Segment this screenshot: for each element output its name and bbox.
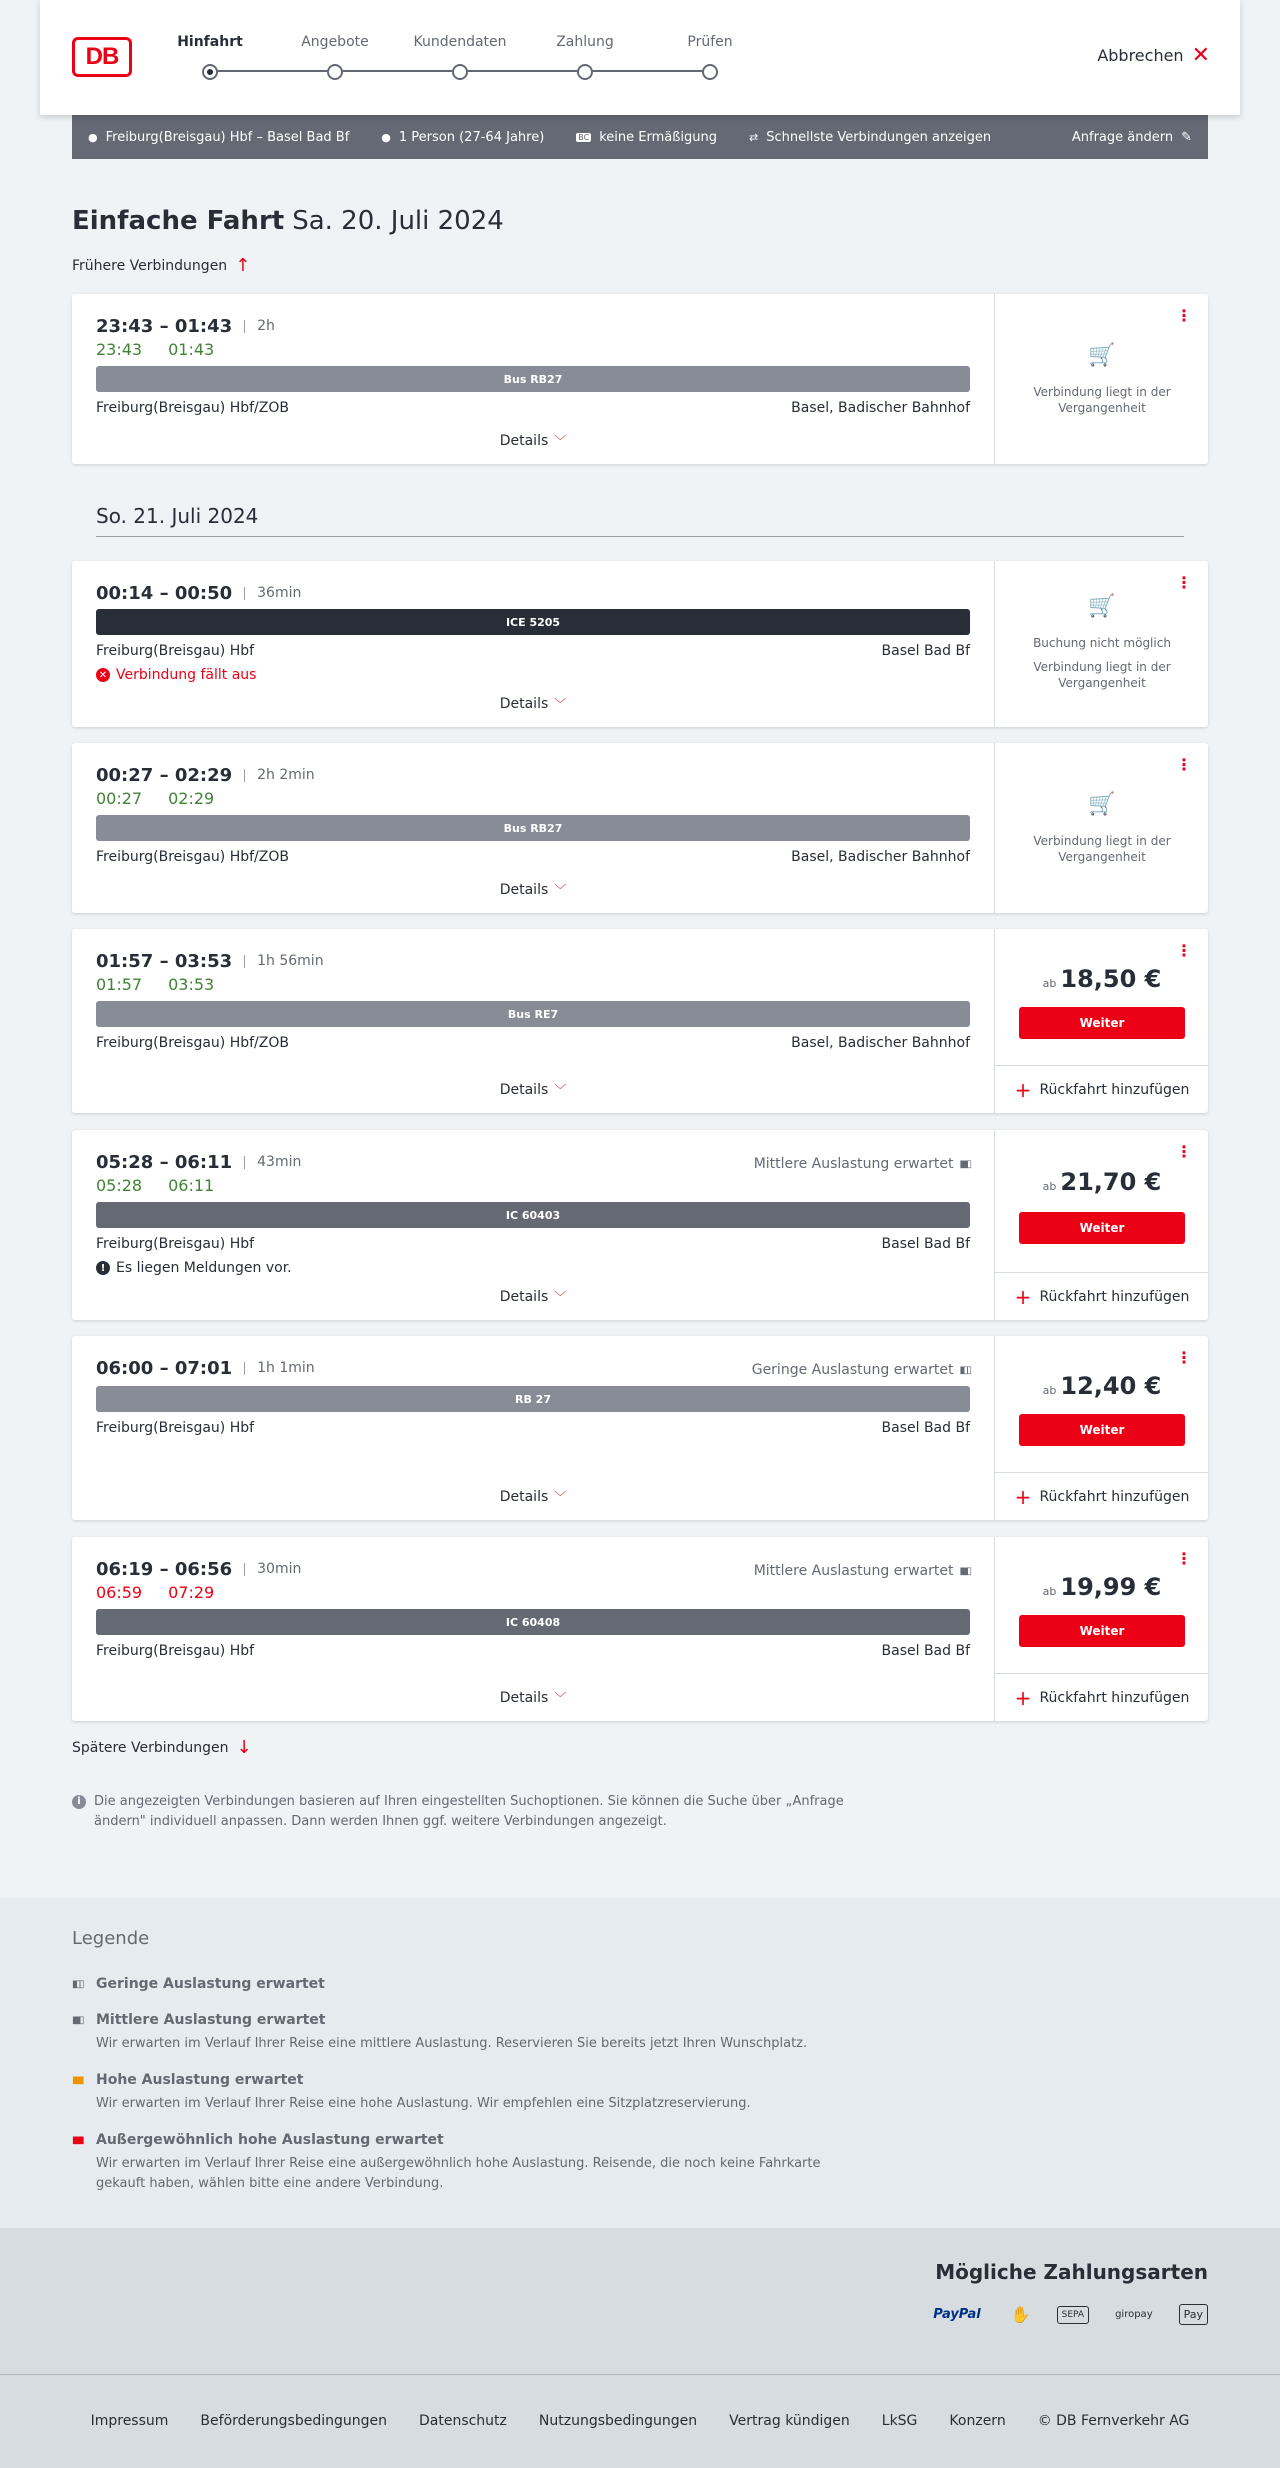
more-menu-icon[interactable]: ⋮ <box>1176 941 1192 960</box>
step-angebote[interactable]: Angebote <box>275 34 395 80</box>
realtime-times: 00:27 02:29 <box>96 789 215 808</box>
arrival-station: Basel Bad Bf <box>881 1236 970 1252</box>
details-button[interactable]: Details ﹀ <box>499 1489 567 1505</box>
passenger-info: ● 1 Person (27-64 Jahre) <box>381 129 545 145</box>
plus-icon: + <box>1014 1284 1032 1309</box>
continue-button[interactable]: Weiter <box>1019 1007 1185 1039</box>
card-contactless-icon: ✋ <box>1010 2305 1031 2324</box>
details-button[interactable]: Details ﹀ <box>499 696 567 712</box>
details-button[interactable]: Details ﹀ <box>499 882 567 898</box>
messages-notice: ! Es liegen Meldungen vor. <box>96 1260 292 1276</box>
departure-station: Freiburg(Breisgau) Hbf/ZOB <box>96 849 289 865</box>
connection-details-area <box>72 561 994 727</box>
occupancy-indicator: Mittlere Auslastung erwartet ▮▮▯ <box>753 1563 970 1579</box>
occupancy-indicator: Geringe Auslastung erwartet ▮▯▯ <box>751 1362 970 1378</box>
fastest-connections-info: ⇄ Schnellste Verbindungen anzeigen <box>749 129 992 145</box>
connection-times: 05:28 – 06:11 43min <box>96 1152 302 1173</box>
train-bar[interactable]: IC 60408 <box>96 1609 970 1635</box>
person-icon: ● <box>381 130 391 144</box>
arrow-up-icon: ↑ <box>235 255 251 276</box>
connection-details-area <box>72 294 994 464</box>
booking-area <box>994 561 1208 727</box>
arrival-station: Basel Bad Bf <box>881 1643 970 1659</box>
cancelled-icon: ✕ <box>96 668 110 682</box>
more-menu-icon[interactable]: ⋮ <box>1176 755 1192 774</box>
payment-title: Mögliche Zahlungsarten <box>935 2260 1208 2284</box>
connection-card <box>72 1336 1208 1520</box>
realtime-times: 05:28 06:11 <box>96 1176 215 1195</box>
plus-icon: + <box>1014 1484 1032 1509</box>
train-bar[interactable]: Bus RE7 <box>96 1001 970 1027</box>
step-dot-icon <box>577 64 593 80</box>
departure-station: Freiburg(Breisgau) Hbf <box>96 1420 255 1436</box>
info-note: i Die angezeigten Verbindungen basieren auf Ihren eingestellten Suchoptionen. Sie können die Suche über „Anfrage ändern" individuell anpassen. Dann werden Ihnen ggf. weitere Verbindungen angezeigt. <box>72 1792 852 1832</box>
connection-times: 06:00 – 07:01 1h 1min <box>96 1358 315 1379</box>
more-menu-icon[interactable]: ⋮ <box>1176 306 1192 325</box>
connection-card <box>72 1130 1208 1320</box>
footer <box>0 2374 1280 2468</box>
details-button[interactable]: Details ﹀ <box>499 1690 567 1706</box>
footer-link-vertrag-kuendigen[interactable]: Vertrag kündigen <box>729 2413 850 2429</box>
occupancy-indicator: Mittlere Auslastung erwartet ▮▮▯ <box>753 1156 970 1172</box>
occupancy-low-icon: ▮▯▯ <box>72 1978 83 1990</box>
footer-copyright: © DB Fernverkehr AG <box>1037 2413 1190 2429</box>
progress-steps <box>170 34 790 84</box>
chevron-down-icon: ﹀ <box>554 697 567 711</box>
footer-link-konzern[interactable]: Konzern <box>949 2413 1006 2429</box>
day-separator: So. 21. Juli 2024 <box>96 504 1184 537</box>
paypal-icon: PayPal <box>933 2307 981 2322</box>
later-connections-button[interactable]: Spätere Verbindungen ↓ <box>72 1737 252 1758</box>
past-notice: 🛒 Buchung nicht möglich Verbindung liegt in der Vergangenheit <box>1033 594 1171 690</box>
price: ab 21,70 € <box>1042 1168 1162 1196</box>
connection-card <box>72 561 1208 727</box>
booking-area <box>994 1336 1208 1520</box>
arrival-station: Basel Bad Bf <box>881 1420 970 1436</box>
booking-area <box>994 1537 1208 1721</box>
departure-station: Freiburg(Breisgau) Hbf/ZOB <box>96 1035 289 1051</box>
payment-icons <box>929 2302 1208 2327</box>
booking-area <box>994 294 1208 464</box>
price: ab 12,40 € <box>1042 1372 1162 1400</box>
connection-card <box>72 1537 1208 1721</box>
chevron-down-icon: ﹀ <box>554 434 567 448</box>
connection-card <box>72 929 1208 1113</box>
train-bar[interactable]: RB 27 <box>96 1386 970 1412</box>
edit-request-button[interactable]: Anfrage ändern ✎ <box>1071 129 1192 145</box>
past-notice: 🛒 Verbindung liegt in der Vergangenheit <box>1033 792 1171 864</box>
route-info: ● Freiburg(Breisgau) Hbf – Basel Bad Bf <box>88 129 350 145</box>
location-pin-icon: ● <box>88 130 98 144</box>
legend-item-medium: ▮▮▯ Mittlere Auslastung erwartet Wir erwarten im Verlauf Ihrer Reise eine mittlere Auslastung. Reservieren Sie bereits jetzt Ihren Wunschplatz. <box>72 2012 808 2051</box>
booking-area <box>994 743 1208 913</box>
step-pruefen[interactable]: Prüfen <box>650 34 770 80</box>
add-return-button[interactable]: + Rückfahrt hinzufügen <box>995 1472 1209 1520</box>
arrival-station: Basel, Badischer Bahnhof <box>791 1035 970 1051</box>
cancel-button[interactable]: Abbrechen ✕ <box>1097 42 1210 68</box>
connection-times: 01:57 – 03:53 1h 56min <box>96 951 324 972</box>
plus-icon: + <box>1014 1685 1032 1710</box>
cancellation-notice: ✕ Verbindung fällt aus <box>96 667 256 683</box>
arrival-station: Basel, Badischer Bahnhof <box>791 400 970 416</box>
connection-details-area <box>72 1537 994 1721</box>
earlier-connections-button[interactable]: Frühere Verbindungen ↑ <box>72 255 251 276</box>
connection-times: 23:43 – 01:43 2h <box>96 316 275 337</box>
alert-icon: ! <box>96 1261 110 1275</box>
continue-button[interactable]: Weiter <box>1019 1212 1185 1244</box>
chevron-down-icon: ﹀ <box>554 1290 567 1304</box>
booking-area <box>994 929 1208 1113</box>
occupancy-medium-icon: ▮▮▯ <box>959 1158 970 1170</box>
footer-link-befoerderungsbedingungen[interactable]: Beförderungsbedingungen <box>200 2413 387 2429</box>
footer-link-datenschutz[interactable]: Datenschutz <box>418 2413 507 2429</box>
page-title: Einfache Fahrt Sa. 20. Juli 2024 <box>72 206 504 236</box>
pencil-icon: ✎ <box>1181 129 1192 145</box>
occupancy-low-icon: ▮▯▯ <box>959 1364 970 1376</box>
connection-card <box>72 294 1208 464</box>
train-bar[interactable]: Bus RB27 <box>96 815 970 841</box>
occupancy-medium-icon: ▮▮▯ <box>959 1565 970 1577</box>
legend-item-high: ▮▮▮ Hohe Auslastung erwartet Wir erwarten im Verlauf Ihrer Reise eine hohe Auslastung. Wir empfehlen eine Sitzplatzreservierung. <box>72 2072 751 2111</box>
apple-pay-icon: Pay <box>1179 2304 1208 2325</box>
step-dot-icon <box>202 64 218 80</box>
past-notice: 🛒 Verbindung liegt in der Vergangenheit <box>1033 343 1171 415</box>
legend-section <box>0 1898 1280 2228</box>
connection-times: 00:14 – 00:50 36min <box>96 583 302 604</box>
step-dot-icon <box>452 64 468 80</box>
connection-card <box>72 743 1208 913</box>
more-menu-icon[interactable]: ⋮ <box>1176 1348 1192 1367</box>
chevron-down-icon: ﹀ <box>554 1691 567 1705</box>
info-icon: i <box>72 1795 86 1809</box>
connection-details-area <box>72 1336 994 1520</box>
realtime-times: 01:57 03:53 <box>96 975 215 994</box>
step-dot-icon <box>327 64 343 80</box>
connection-details-area <box>72 929 994 1113</box>
continue-button[interactable]: Weiter <box>1019 1414 1185 1446</box>
add-return-button[interactable]: + Rückfahrt hinzufügen <box>995 1272 1209 1320</box>
footer-link-nutzungsbedingungen[interactable]: Nutzungsbedingungen <box>538 2413 698 2429</box>
arrival-station: Basel Bad Bf <box>881 643 970 659</box>
arrival-station: Basel, Badischer Bahnhof <box>791 849 970 865</box>
search-summary-bar <box>72 115 1208 159</box>
price: ab 18,50 € <box>1042 965 1162 993</box>
top-bar <box>40 0 1240 115</box>
giropay-icon: giropay <box>1115 2309 1153 2320</box>
bahncard-icon: BC <box>578 132 590 142</box>
cart-icon: 🛒 <box>1088 343 1116 368</box>
payment-section <box>0 2228 1280 2374</box>
legend-title: Legende <box>72 1928 150 1949</box>
sepa-icon: SEPA <box>1057 2306 1089 2324</box>
occupancy-very-high-icon: ▮▮▮ <box>72 2134 83 2146</box>
add-return-button[interactable]: + Rückfahrt hinzufügen <box>995 1065 1209 1113</box>
chevron-down-icon: ﹀ <box>554 1083 567 1097</box>
more-menu-icon[interactable]: ⋮ <box>1176 1142 1192 1161</box>
booking-area <box>994 1130 1208 1320</box>
legend-item-very-high: ▮▮▮ Außergewöhnlich hohe Auslastung erwartet Wir erwarten im Verlauf Ihrer Reise eine außergewöhnlich hohe Auslastung. Reisende, die noch keine Fahrkarte gekauft haben, wählen bitte eine andere Verbindung. <box>72 2132 821 2191</box>
legend-item-low: ▮▯▯ Geringe Auslastung erwartet <box>72 1976 325 1992</box>
train-bar[interactable]: IC 60403 <box>96 1202 970 1228</box>
connection-details-area <box>72 1130 994 1320</box>
add-return-button[interactable]: + Rückfahrt hinzufügen <box>995 1673 1209 1721</box>
train-bar[interactable]: Bus RB27 <box>96 366 970 392</box>
departure-station: Freiburg(Breisgau) Hbf/ZOB <box>96 400 289 416</box>
connection-times: 06:19 – 06:56 30min <box>96 1559 302 1580</box>
chevron-down-icon: ﹀ <box>554 1490 567 1504</box>
realtime-times: 23:43 01:43 <box>96 340 215 359</box>
continue-button[interactable]: Weiter <box>1019 1615 1185 1647</box>
occupancy-high-icon: ▮▮▮ <box>72 2074 83 2086</box>
plus-icon: + <box>1014 1077 1032 1102</box>
step-dot-icon <box>702 64 718 80</box>
footer-link-impressum[interactable]: Impressum <box>90 2413 169 2429</box>
more-menu-icon[interactable]: ⋮ <box>1176 573 1192 592</box>
train-bar[interactable]: ICE 5205 <box>96 609 970 635</box>
more-menu-icon[interactable]: ⋮ <box>1176 1549 1192 1568</box>
db-logo[interactable]: DB <box>72 37 132 77</box>
details-button[interactable]: Details ﹀ <box>499 433 567 449</box>
details-button[interactable]: Details ﹀ <box>499 1082 567 1098</box>
swap-arrows-icon: ⇄ <box>749 130 759 144</box>
discount-info: BC keine Ermäßigung <box>578 129 718 145</box>
step-kundendaten[interactable]: Kundendaten <box>400 34 520 80</box>
chevron-down-icon: ﹀ <box>554 883 567 897</box>
footer-links <box>0 2413 1280 2429</box>
departure-station: Freiburg(Breisgau) Hbf <box>96 643 255 659</box>
cart-icon: 🛒 <box>1088 594 1116 619</box>
close-icon: ✕ <box>1191 42 1210 68</box>
departure-station: Freiburg(Breisgau) Hbf <box>96 1236 255 1252</box>
price: ab 19,99 € <box>1042 1573 1162 1601</box>
departure-station: Freiburg(Breisgau) Hbf <box>96 1643 255 1659</box>
step-zahlung[interactable]: Zahlung <box>525 34 645 80</box>
cart-icon: 🛒 <box>1088 792 1116 817</box>
footer-link-lksg[interactable]: LkSG <box>881 2413 918 2429</box>
details-button[interactable]: Details ﹀ <box>499 1289 567 1305</box>
step-hinfahrt[interactable]: Hinfahrt <box>150 34 270 80</box>
realtime-times-delayed: 06:59 07:29 <box>96 1583 215 1602</box>
arrow-down-icon: ↓ <box>236 1737 252 1758</box>
occupancy-medium-icon: ▮▮▯ <box>72 2014 83 2026</box>
connection-details-area <box>72 743 994 913</box>
connection-times: 00:27 – 02:29 2h 2min <box>96 765 315 786</box>
